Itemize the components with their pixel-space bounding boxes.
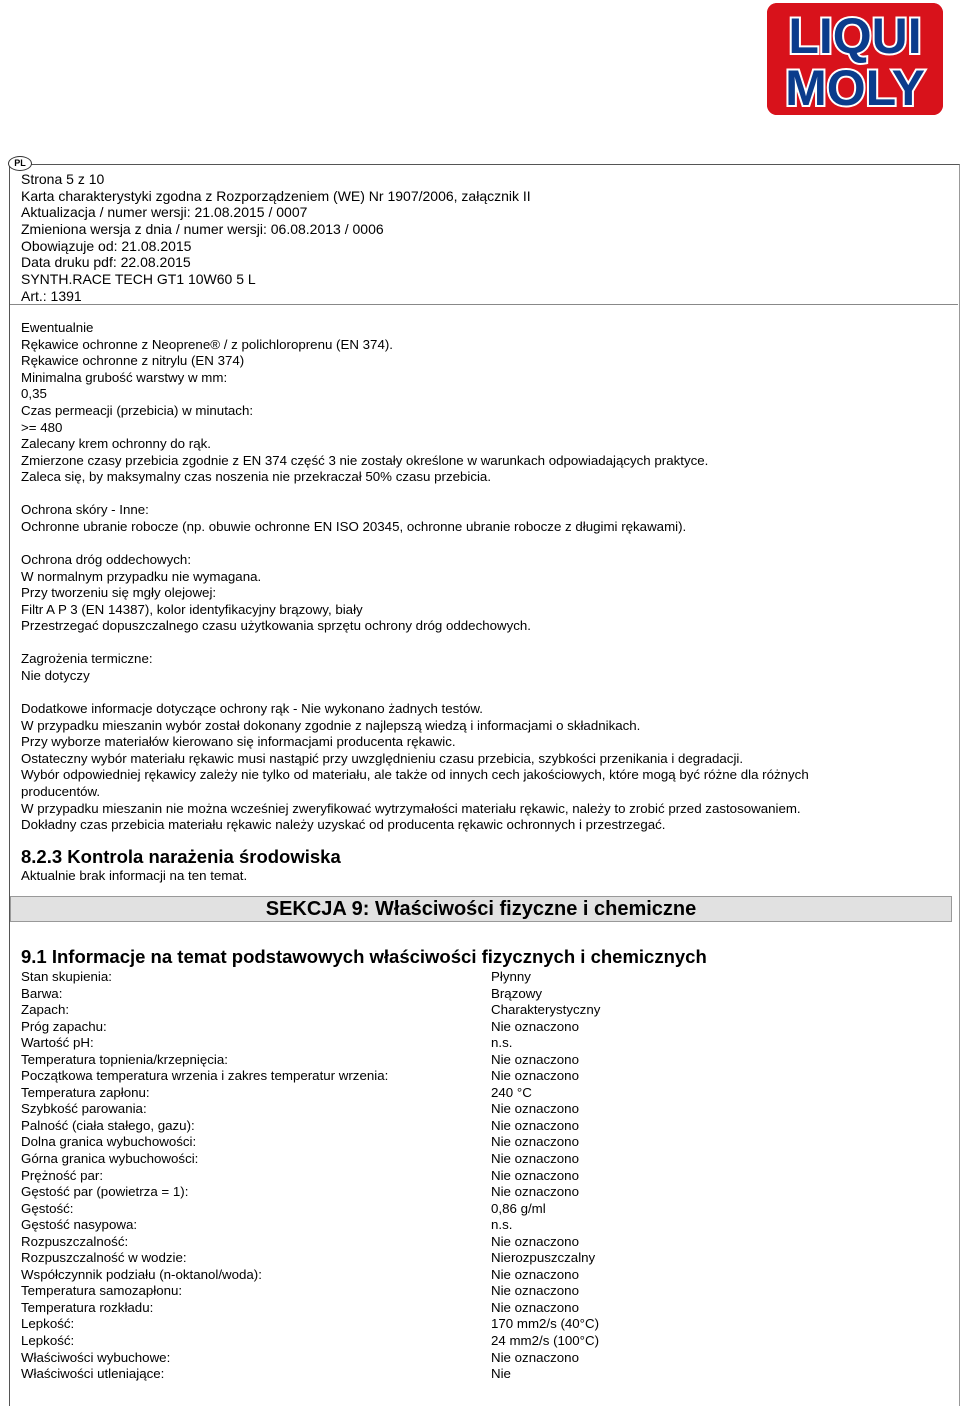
property-label: Rozpuszczalność: <box>21 1233 129 1249</box>
property-value: Nie oznaczono <box>491 1051 579 1067</box>
property-label: Dolna granica wybuchowości: <box>21 1134 197 1150</box>
language-badge: PL <box>8 156 32 171</box>
property-label: Lepkość: <box>21 1333 75 1349</box>
property-label: Temperatura topnienia/krzepnięcia: <box>21 1051 228 1067</box>
property-value: Nie oznaczono <box>491 1167 579 1183</box>
property-label: Początkowa temperatura wrzenia i zakres temperatur wrzenia: <box>21 1068 389 1084</box>
additional-line: producentów. <box>21 783 101 799</box>
property-label: Prężność par: <box>21 1167 104 1183</box>
skin-text: Ochronne ubranie robocze (np. obuwie ochronne EN ISO 20345, ochronne ubranie robocze z długimi rękawami). <box>21 518 687 534</box>
property-label: Współczynnik podziału (n-oktanol/woda): <box>21 1266 262 1282</box>
property-label: Właściwości utleniające: <box>21 1366 165 1382</box>
section-9-title: SEKCJA 9: Właściwości fizyczne i chemiczne <box>10 896 952 922</box>
property-value: Nie oznaczono <box>491 1101 579 1117</box>
property-value: Nie oznaczono <box>491 1151 579 1167</box>
gloves-line: >= 480 <box>21 419 63 435</box>
previous-version: Zmieniona wersja z dnia / numer wersji: 06.08.2013 / 0006 <box>21 221 384 238</box>
product-name: SYNTH.RACE TECH GT1 10W60 5 L <box>21 271 256 288</box>
property-label: Temperatura samozapłonu: <box>21 1283 183 1299</box>
gloves-line: Rękawice ochronne z Neoprene® / z polichloroprenu (EN 374). <box>21 336 393 352</box>
property-label: Stan skupienia: <box>21 969 112 984</box>
property-value: 24 mm2/s (100°C) <box>491 1333 600 1349</box>
valid-from: Obowiązuje od: 21.08.2015 <box>21 237 192 254</box>
thermal-heading: Zagrożenia termiczne: <box>21 651 153 666</box>
property-value: Nie oznaczono <box>491 1233 579 1249</box>
property-value: 240 °C <box>491 1084 532 1100</box>
skin-heading: Ochrona skóry - Inne: <box>21 502 149 517</box>
gloves-line: Zmierzone czasy przebicia zgodnie z EN 374 część 3 nie zostały określone w warunkach odpowiadających praktyce. <box>21 452 709 468</box>
property-label: Lepkość: <box>21 1316 75 1332</box>
property-value: 170 mm2/s (40°C) <box>491 1316 600 1332</box>
property-label: Gęstość: <box>21 1200 74 1216</box>
property-label: Próg zapachu: <box>21 1018 107 1034</box>
env-heading: 8.2.3 Kontrola narażenia środowiska <box>21 846 341 867</box>
property-label: Górna granica wybuchowości: <box>21 1151 199 1167</box>
additional-line: Dodatkowe informacje dotyczące ochrony rąk - Nie wykonano żadnych testów. <box>21 701 483 716</box>
property-value: Nie <box>491 1366 511 1382</box>
property-value: Charakterystyczny <box>491 1002 601 1018</box>
property-value: Nie oznaczono <box>491 1018 579 1034</box>
property-value: Brązowy <box>491 985 542 1001</box>
property-label: Wartość pH: <box>21 1035 94 1051</box>
additional-line: Dokładny czas przebicia materiału rękawic należy uzyskać od producenta rękawic ochronnych i przestrzegać. <box>21 817 666 833</box>
property-label: Gęstość par (powietrza = 1): <box>21 1184 189 1200</box>
logo-graphic <box>767 3 943 115</box>
property-label: Zapach: <box>21 1002 70 1018</box>
env-text: Aktualnie brak informacji na ten temat. <box>21 868 248 883</box>
additional-line: Przy wyborze materiałów kierowano się informacjami producenta rękawic. <box>21 734 456 750</box>
additional-info-block <box>21 701 809 834</box>
logo-line2: MOLY <box>785 60 925 115</box>
document-title: Karta charakterystyki zgodna z Rozporządzeniem (WE) Nr 1907/2006, załącznik II <box>21 187 531 204</box>
property-label: Szybkość parowania: <box>21 1101 147 1117</box>
thermal-text: Nie dotyczy <box>21 667 90 683</box>
skin-protection-block <box>21 502 686 535</box>
additional-line: Ostateczny wybór materiału rękawic musi nastąpić przy uwzględnieniu czasu przebicia, szybkości przenikania i degradacji. <box>21 750 744 766</box>
property-value: Nie oznaczono <box>491 1299 579 1315</box>
respiratory-line: W normalnym przypadku nie wymagana. <box>21 568 262 584</box>
property-value: Nie oznaczono <box>491 1283 579 1299</box>
property-value: Nie oznaczono <box>491 1266 579 1282</box>
gloves-line: Ewentualnie <box>21 320 94 335</box>
gloves-line: Czas permeacji (przebicia) w minutach: <box>21 402 254 418</box>
gloves-block <box>21 320 708 486</box>
additional-line: W przypadku mieszanin nie można wcześniej zweryfikować wytrzymałości materiału rękawic, należy to zrobić przed zastosowaniem. <box>21 800 801 816</box>
property-value: n.s. <box>491 1035 513 1051</box>
respiratory-heading: Ochrona dróg oddechowych: <box>21 552 192 567</box>
header-divider <box>10 304 958 305</box>
respiratory-line: Przestrzegać dopuszczalnego czasu użytkowania sprzętu ochrony dróg oddechowych. <box>21 618 531 634</box>
page-number: Strona 5 z 10 <box>21 171 105 187</box>
gloves-line: Zalecany krem ochronny do rąk. <box>21 436 211 452</box>
property-value: 0,86 g/ml <box>491 1200 546 1216</box>
env-block <box>21 868 247 885</box>
liqui-moly-logo <box>767 3 943 115</box>
property-value: Nie oznaczono <box>491 1349 579 1365</box>
property-value: Nie oznaczono <box>491 1184 579 1200</box>
property-value: n.s. <box>491 1217 513 1233</box>
respiratory-block <box>21 552 531 635</box>
property-label: Temperatura rozkładu: <box>21 1299 154 1315</box>
gloves-line: Minimalna grubość warstwy w mm: <box>21 369 228 385</box>
respiratory-line: Przy tworzeniu się mgły olejowej: <box>21 585 217 601</box>
gloves-line: 0,35 <box>21 386 47 402</box>
section-9-1-heading: 9.1 Informacje na temat podstawowych właściwości fizycznych i chemicznych <box>21 946 707 967</box>
update-version: Aktualizacja / numer wersji: 21.08.2015 / 0007 <box>21 204 308 221</box>
property-value: Płynny <box>491 969 531 984</box>
property-label: Rozpuszczalność w wodzie: <box>21 1250 187 1266</box>
logo-line1: LIQUI <box>788 8 922 64</box>
property-value: Nie oznaczono <box>491 1068 579 1084</box>
property-label: Właściwości wybuchowe: <box>21 1349 171 1365</box>
print-date: Data druku pdf: 22.08.2015 <box>21 254 191 271</box>
property-label: Gęstość nasypowa: <box>21 1217 138 1233</box>
gloves-line: Rękawice ochronne z nitrylu (EN 374) <box>21 353 245 369</box>
respiratory-line: Filtr A P 3 (EN 14387), kolor identyfikacyjny brązowy, biały <box>21 601 363 617</box>
additional-line: Wybór odpowiedniej rękawicy zależy nie tylko od materiału, ale także od innych cech jakościowych, które mogą być różne dla różnych <box>21 767 809 783</box>
property-value: Nie oznaczono <box>491 1117 579 1133</box>
property-value: Nierozpuszczalny <box>491 1250 596 1266</box>
property-label: Palność (ciała stałego, gazu): <box>21 1117 195 1133</box>
property-value: Nie oznaczono <box>491 1134 579 1150</box>
additional-line: W przypadku mieszanin wybór został dokonany zgodnie z najlepszą wiedzą i informacjami o składnikach. <box>21 717 641 733</box>
article-number: Art.: 1391 <box>21 287 82 304</box>
gloves-line: Zaleca się, by maksymalny czas noszenia nie przekraczał 50% czasu przebicia. <box>21 469 492 485</box>
property-label: Temperatura zapłonu: <box>21 1084 150 1100</box>
document-header <box>21 171 531 305</box>
property-label: Barwa: <box>21 985 63 1001</box>
thermal-block <box>21 651 153 684</box>
